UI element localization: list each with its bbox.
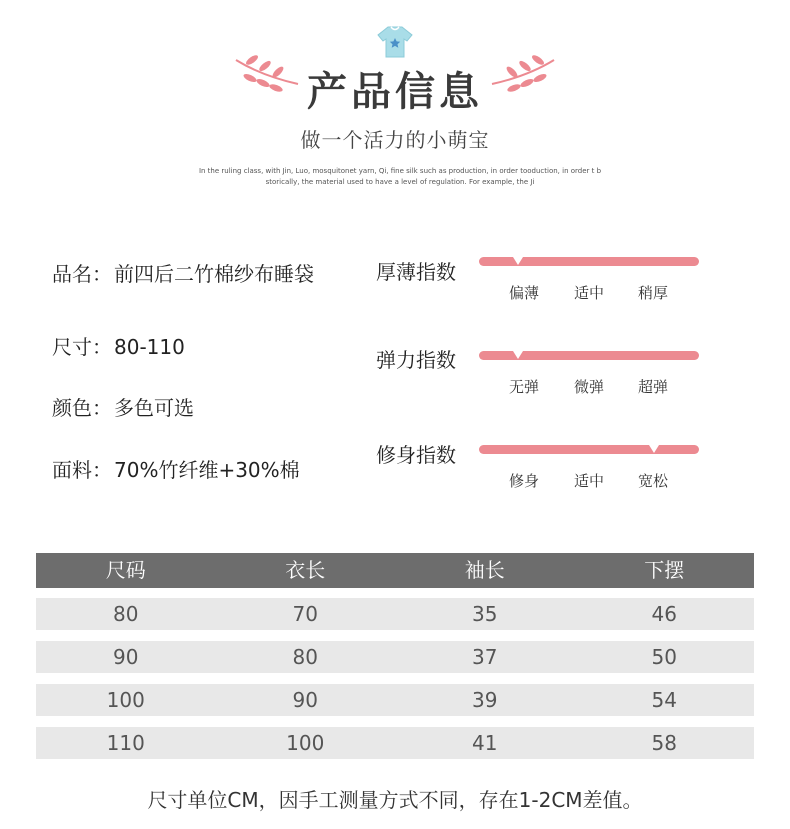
info-fabric <box>52 454 300 483</box>
table-cell: 90 <box>113 645 139 669</box>
onesie-icon <box>376 24 414 62</box>
fit-option: 修身 <box>508 472 539 490</box>
info-fabric-value: 70%竹纤维+30%棉 <box>114 458 300 482</box>
table-cell: 58 <box>651 731 677 755</box>
info-name-label: 品名： <box>52 262 112 286</box>
page-title: 产品信息 <box>307 69 483 115</box>
elasticity-index-bar <box>479 351 699 360</box>
english-description <box>190 166 610 188</box>
measurement-note: 尺寸单位CM，因手工测量方式不同，存在1-2CM差值。 <box>147 788 643 812</box>
info-size-label: 尺寸： <box>52 335 112 359</box>
thickness-option: 稍厚 <box>637 284 668 302</box>
elasticity-option: 微弹 <box>573 378 604 396</box>
elasticity-index-marker <box>513 351 523 359</box>
info-color-value: 多色可选 <box>114 396 194 420</box>
table-row <box>36 598 754 630</box>
elasticity-index-title: 弹力指数 <box>376 348 456 372</box>
fit-option: 宽松 <box>637 472 668 490</box>
table-header-cell: 袖长 <box>464 558 505 582</box>
table-header-cell: 下摆 <box>644 558 685 582</box>
thickness-option: 偏薄 <box>508 284 539 302</box>
table-cell: 35 <box>472 602 498 626</box>
size-table <box>36 553 754 759</box>
elasticity-option: 无弹 <box>508 378 539 396</box>
fit-option: 适中 <box>573 472 604 490</box>
table-cell: 80 <box>292 645 318 669</box>
elasticity-option: 超弹 <box>637 378 668 396</box>
table-cell: 54 <box>651 688 677 712</box>
thickness-option: 适中 <box>573 284 604 302</box>
page-subtitle: 做一个活力的小萌宝 <box>300 128 490 152</box>
info-size-value: 80-110 <box>114 335 185 359</box>
info-color <box>52 392 194 421</box>
info-name <box>52 258 314 287</box>
info-color-label: 颜色： <box>52 396 112 420</box>
table-header-row <box>36 553 754 588</box>
fit-index-bar <box>479 445 699 454</box>
info-size <box>52 331 185 360</box>
table-cell: 70 <box>292 602 318 626</box>
table-cell: 110 <box>106 731 145 755</box>
table-cell: 80 <box>113 602 139 626</box>
fit-index-title: 修身指数 <box>376 443 456 467</box>
table-cell: 100 <box>106 688 145 712</box>
table-cell: 100 <box>286 731 325 755</box>
table-cell: 39 <box>472 688 498 712</box>
table-row <box>36 727 754 759</box>
table-cell: 41 <box>472 731 498 755</box>
fit-index-marker <box>649 445 659 453</box>
english-line-2: storically, the material used to have a level of regulation. For example, the Ji <box>265 178 535 186</box>
english-line-1: In the ruling class, with Jin, Luo, mosquitonet yarn, Qi, fine silk such as production, in order tooduction, in order t b <box>198 167 602 175</box>
table-cell: 50 <box>651 645 677 669</box>
thickness-index-title: 厚薄指数 <box>376 260 456 284</box>
table-cell: 46 <box>651 602 677 626</box>
table-cell: 90 <box>292 688 318 712</box>
table-cell: 37 <box>472 645 498 669</box>
info-name-value: 前四后二竹棉纱布睡袋 <box>114 262 314 286</box>
table-row <box>36 684 754 716</box>
info-fabric-label: 面料： <box>52 458 112 482</box>
table-row <box>36 641 754 673</box>
thickness-index-marker <box>513 257 523 265</box>
table-header-cell: 尺码 <box>105 558 146 582</box>
table-header-cell: 衣长 <box>285 558 326 582</box>
thickness-index-bar <box>479 257 699 266</box>
